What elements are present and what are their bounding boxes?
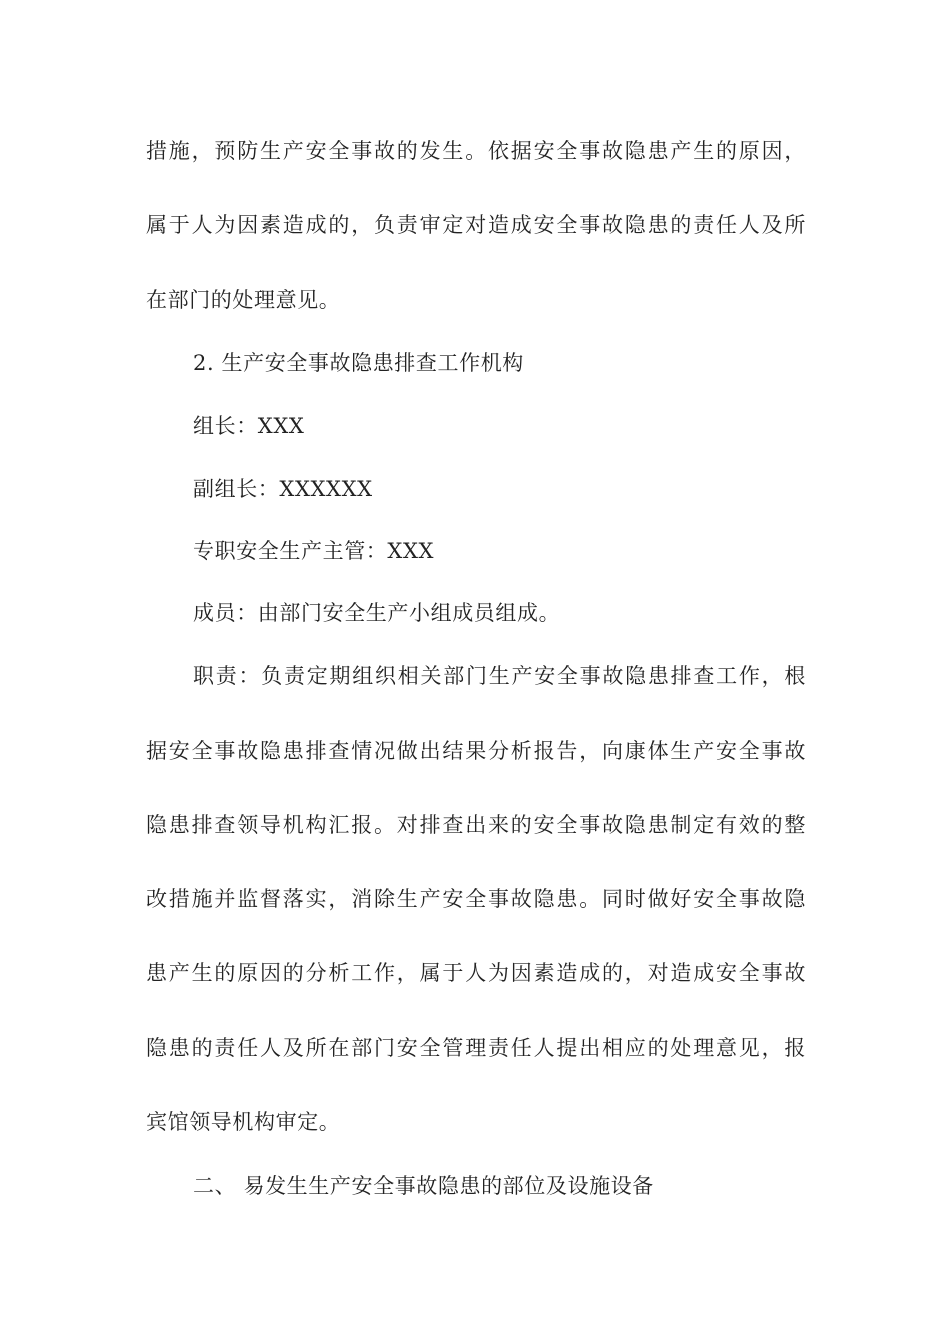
duties-line-6: 隐患的责任人及所在部门安全管理责任人提出相应的处理意见，报	[146, 1036, 806, 1060]
section-heading-two: 二、 易发生生产安全事故隐患的部位及设施设备	[193, 1174, 654, 1198]
members-line: 成员：由部门安全生产小组成员组成。	[193, 601, 561, 625]
section-heading-2: 2. 生产安全事故隐患排查工作机构	[193, 351, 524, 375]
duties-line-5: 患产生的原因的分析工作，属于人为因素造成的，对造成安全事故	[146, 961, 806, 985]
duties-line-7: 宾馆领导机构审定。	[146, 1110, 341, 1134]
safety-supervisor-line: 专职安全生产主管：XXX	[193, 539, 435, 563]
duties-line-2: 据安全事故隐患排查情况做出结果分析报告，向康体生产安全事故	[146, 739, 806, 763]
paragraph-line-2: 属于人为因素造成的，负责审定对造成安全事故隐患的责任人及所	[146, 213, 806, 237]
duties-line-1: 职责：负责定期组织相关部门生产安全事故隐患排查工作，根	[193, 664, 806, 688]
group-leader-line: 组长：XXX	[193, 414, 305, 438]
duties-line-4: 改措施并监督落实，消除生产安全事故隐患。同时做好安全事故隐	[146, 887, 806, 911]
duties-line-3: 隐患排查领导机构汇报。对排查出来的安全事故隐患制定有效的整	[146, 813, 806, 837]
paragraph-line-3: 在部门的处理意见。	[146, 288, 341, 312]
paragraph-line-1: 措施，预防生产安全事故的发生。依据安全事故隐患产生的原因，	[146, 139, 806, 163]
deputy-leader-line: 副组长：XXXXXX	[193, 477, 373, 501]
